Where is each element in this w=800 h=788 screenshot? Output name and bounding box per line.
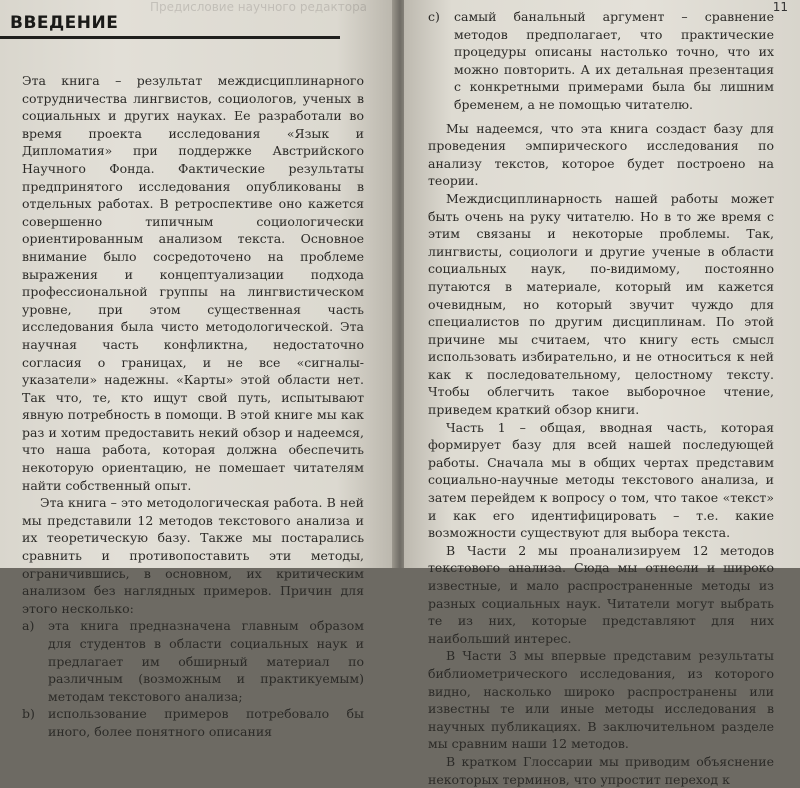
chapter-header-bar bbox=[0, 6, 340, 39]
show-through-running-head: Предисловие научного редактора bbox=[150, 0, 368, 14]
right-page bbox=[404, 0, 800, 787]
list-item bbox=[428, 8, 774, 114]
paragraph: В Части 2 мы проанализируем 12 методов текстового анализа. Сюда мы отнесли и широко известные, и мало распространенные методы из разных социальных наук. Читатели могут выбрать те из них, которые представляют для них наибольший интерес. bbox=[428, 542, 774, 646]
paragraph: Мы надеемся, что эта книга создаст базу для проведения эмпирического исследования по анализу текстов, которое будет построено на теории. bbox=[428, 120, 774, 189]
list-marker: b) bbox=[22, 706, 35, 722]
chapter-title: ВВЕДЕНИЕ bbox=[10, 13, 119, 33]
list-text: использование примеров потребовало бы иного, более понятного описания bbox=[48, 706, 364, 739]
paragraph: Часть 1 – общая, вводная часть, которая формирует базу для всей нашей последующей работы. Сначала мы в общих чертах представим социально-научные методы текстового анализа, и затем перейдем к вопросу о том, что такое «текст» и как его идентифицировать – т.е. какие возможности существуют для выбора текста. bbox=[428, 419, 774, 541]
list-item bbox=[22, 617, 364, 705]
paragraph: В кратком Глоссарии мы приводим объяснение некоторых терминов, что упростит переход к bbox=[428, 753, 774, 787]
list-text: самый банальный аргумент – сравнение методов предполагает, что практические процедуры описаны настолько точно, что их можно повторить. А их детальная презентация с конкретными примерами была бы лишним бременем, а не помощью читателю. bbox=[454, 9, 774, 112]
right-text-block bbox=[428, 8, 774, 788]
list-text: эта книга предназначена главным образом для студентов в области социальных наук и предлагает им обширный материал по различным (возможным и практикуемым) методам текстового анализа; bbox=[48, 618, 364, 704]
list-marker: a) bbox=[22, 618, 35, 634]
paragraph: В Части 3 мы впервые представим результаты библиометрического исследования, из которого видно, насколько широко распространены или известны те или иные методы исследования в научных публикациях. В заключительном разделе мы сравним наши 12 методов. bbox=[428, 648, 774, 752]
left-text-block bbox=[22, 72, 364, 741]
method-paragraph: Эта книга – это методологическая работа. В ней мы представили 12 методов текстового анализа и их теоретическую базу. Также мы постарались сравнить и противопоставить эти методы, ограничившись, в основном, их критическим анализом без наглядных примеров. Причин для этого несколько: bbox=[22, 495, 364, 616]
list-item bbox=[22, 705, 364, 740]
paragraph: Междисциплинарность нашей работы может быть очень на руку читателю. Но в то же время с этим связаны и некоторые проблемы. Так, лингвисты, социологи и другие ученые в области социальных наук, по-видимому, постоянно путаются в материале, который им кажется очевидным, но который звучит чуждо для специалистов по другим дисциплинам. По этой причине мы считаем, что книгу есть смысл использовать избирательно, и не относиться к ней как к последовательному, целостному тексту. Чтобы облегчить такое выборочное чтение, приведем краткий обзор книги. bbox=[428, 190, 774, 418]
left-page bbox=[0, 0, 396, 739]
intro-paragraph: Эта книга – результат междисциплинарного сотрудничества лингвистов, социологов, ученых в социальных и других науках. Ее разработали во время проекта исследования «Язык и Дипломатия» при поддержке Австрийского Научного Фонда. Фактические результаты предпринятого исследования опубликованы в отдельных работах. В ретроспективе оно кажется совершенно типичным социологически ориентированным анализом текста. Основное внимание было сосредоточено на проблеме выражения и концептуализации подхода профессиональной группы на лингвистическом уровне, при этом существенная часть исследования была чисто методологической. Эта научная часть конфликтна, недостаточно согласия о границах, и не все «сигналы-указатели» надежны. «Карты» этой области нет. Так что, те, кто ищут свой путь, испытывают явную потребность в помощи. В этой книге мы как раз и хотим предоставить некий обзор и надеемся, что наша работа, которая должна обеспечить некоторую ориентацию, не помешает читателям найти собственный опыт. bbox=[22, 73, 364, 493]
list-marker: c) bbox=[428, 9, 440, 24]
page-number: 11 bbox=[772, 0, 788, 14]
